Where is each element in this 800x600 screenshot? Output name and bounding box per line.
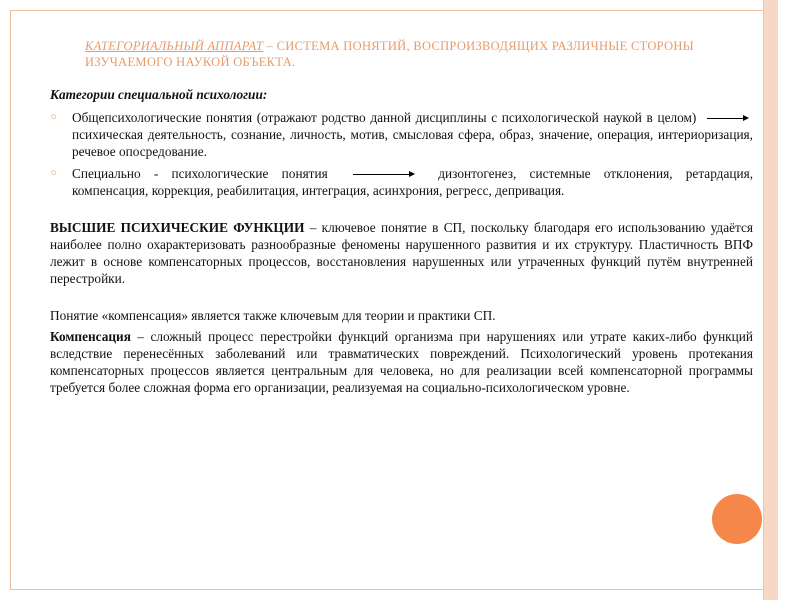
vpf-term: ВЫСШИЕ ПСИХИЧЕСКИЕ ФУНКЦИИ (50, 220, 305, 235)
slide-content (50, 86, 753, 396)
vpf-paragraph (50, 219, 753, 287)
category-lead: Специально - психологические понятия (72, 166, 328, 181)
compensation-text: – сложный процесс перестройки функций организма при нарушениях или утрате каких-либо функций вследствие перенесённых заболеваний или травматических повреждений. Психологический уровень протекания компенсаторных процессов является центральным для человека, но для реализации всей компенсаторной программы требуется более сложная форма его организации, реализуемая на социально-психологическом уровне. (50, 329, 753, 395)
title-definition: – СИСТЕМА ПОНЯТИЙ, ВОСПРОИЗВОДЯЩИХ РАЗЛИЧНЫЕ СТОРОНЫ ИЗУЧАЕМОГО НАУКОЙ ОБЪЕКТА. (85, 39, 694, 69)
category-rest: дизонтогенез, системные отклонения, ретардация, компенсация, коррекция, реабилитация, интеграция, асинхрония, регресс, депривация. (72, 166, 754, 198)
compensation-note: Понятие «компенсация» является также ключевым для теории и практики СП. (50, 308, 496, 323)
bullet-icon: ○ (50, 167, 57, 179)
arrow-right-icon (707, 118, 747, 119)
categories-heading: Категории специальной психологии: (50, 87, 268, 102)
category-lead: Общепсихологические понятия (отражают родство данной дисциплины с психологической наукой в целом) (72, 110, 697, 125)
frame-top-line (10, 10, 764, 11)
frame-right-band (764, 0, 778, 600)
category-rest: психическая деятельность, сознание, личность, мотив, смысловая сфера, образ, значение, операция, интериоризация, речевое опосредование. (72, 127, 753, 159)
categories-list (50, 109, 753, 199)
arrow-right-icon (353, 174, 413, 175)
compensation-paragraph (50, 328, 753, 396)
frame-left-line (10, 10, 11, 590)
decorative-circle (712, 494, 762, 544)
bullet-icon: ○ (50, 111, 57, 123)
list-item (50, 165, 753, 199)
compensation-term: Компенсация (50, 329, 131, 344)
list-item (50, 109, 753, 160)
title-term: КАТЕГОРИАЛЬНЫЙ АППАРАТ (85, 39, 264, 53)
frame-bottom-line (10, 589, 764, 590)
slide-title (85, 38, 745, 70)
vpf-text: – ключевое понятие в СП, поскольку благодаря его использованию удаётся наиболее полно охарактеризовать разнообразные феномены нарушенного развития и их структуру. Пластичность ВПФ лежит в основе компенсаторных процессов, восстановления нарушенных или утраченных функций путём внутренней перестройки. (50, 220, 753, 286)
